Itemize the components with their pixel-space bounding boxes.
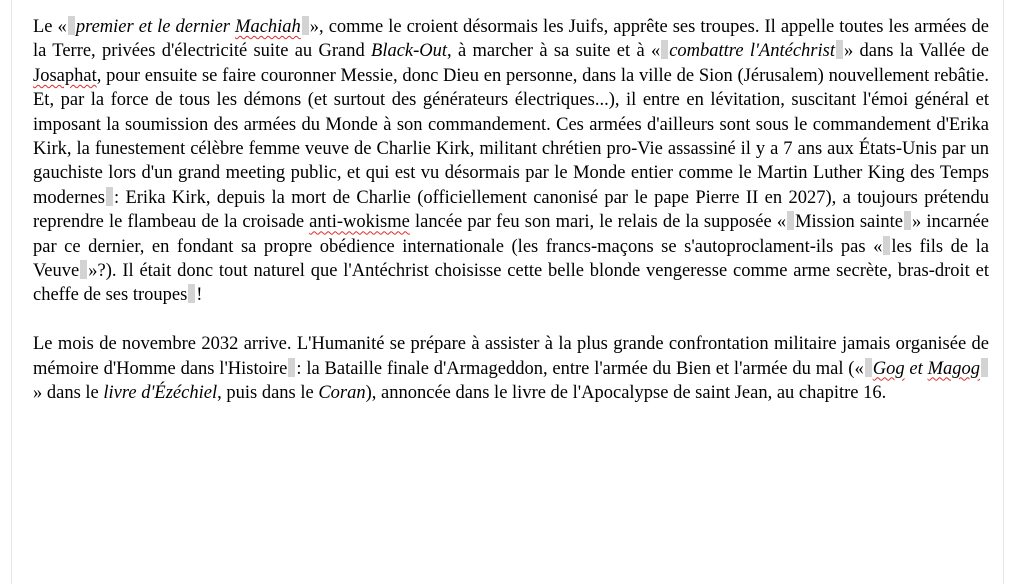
spelling-error-text[interactable]: Gog [872, 358, 905, 379]
text-run: lancée par feu son mari, le relais de la supposée « [409, 212, 787, 233]
right-margin-guide [1003, 0, 1004, 584]
nbsp-mark [661, 40, 668, 59]
nbsp-mark [288, 358, 295, 377]
nbsp-mark [836, 40, 843, 59]
text-run: Coran [318, 383, 366, 404]
text-run: Mission sainte [795, 212, 903, 233]
text-run: Le « [33, 17, 67, 37]
text-run: les fils de la Veuve [33, 236, 989, 282]
nbsp-mark [904, 211, 911, 230]
paragraph-2[interactable] [33, 332, 989, 405]
text-run: Le mois de novembre 2032 arrive. L'Humanité se prépare à assister à la plus grande confrontation militaire jamais organisée de mémoire d'Homme dans l'Histoire [33, 334, 989, 379]
spelling-error-text[interactable]: Magog [927, 358, 980, 379]
text-run: : la Bataille finale d'Armageddon, entre l'armée du Bien et l'armée du mal (« [296, 358, 864, 379]
text-run: livre d'Ézéchiel [103, 383, 218, 404]
nbsp-mark [80, 260, 87, 279]
text-run: » dans la Vallée de [843, 41, 990, 62]
text-run: », comme le croient désormais les Juifs, apprête ses troupes. Il appelle toutes les armées de la Terre, privées d'électricité suite au Grand [33, 17, 990, 62]
left-margin-guide [11, 0, 12, 584]
nbsp-mark [68, 16, 75, 35]
text-run: » incarnée par ce dernier, en fondant sa propre obédience internationale (les francs-maçons se s'autoproclament-ils pas « [33, 212, 989, 257]
spelling-error-text[interactable]: Josaphat [33, 65, 97, 86]
text-run: premier et le dernier [75, 17, 236, 37]
nbsp-mark [883, 236, 890, 255]
document-body[interactable] [33, 15, 989, 405]
text-run: » dans le [33, 383, 104, 404]
text-run: : Erika Kirk, depuis la mort de Charlie (officiellement canonisé par le pape Pierre II en 2027), a toujours prétendu reprendre le flambeau de la croisade [33, 187, 989, 233]
text-run: ! [196, 285, 203, 306]
nbsp-mark [302, 16, 309, 35]
spelling-error-text[interactable]: anti-wokisme [309, 212, 410, 233]
nbsp-mark [981, 358, 988, 377]
nbsp-mark [787, 211, 794, 230]
text-run: , pour ensuite se faire couronner Messie, donc Dieu en personne, dans la ville de Sion (Jérusalem) nouvellement rebâtie. Et, par la force de tous les démons (et surtout des générateurs électriques...), il entre en lévitation, suscitant l'émoi général et imposant la soumission des armées du Monde à son commandement. Ces armées d'ailleurs sont sous le commandement d'Erika Kirk, la funestement célèbre femme veuve de Charlie Kirk, militant chrétien pro-Vie assassiné il y a 7 ans aux États-Unis par un gauchiste lors d'un grand meeting public, et qui est vu désormais par le Monde entier comme le Martin Luther King des Temps modernes [33, 65, 989, 208]
nbsp-mark [188, 284, 195, 303]
nbsp-mark [106, 187, 113, 206]
text-run: combattre l'Antéchrist [669, 41, 835, 62]
text-run: et [904, 358, 928, 379]
spelling-error-text[interactable]: Machiah [235, 17, 301, 37]
text-run: , à marcher à sa suite et à « [447, 41, 661, 62]
text-run: Black-Out [371, 41, 448, 62]
text-run: , puis dans le [217, 383, 319, 404]
paragraph-1[interactable] [33, 15, 989, 308]
nbsp-mark [865, 358, 872, 377]
text-run: »?). Il était donc tout naturel que l'Antéchrist choisisse cette belle blonde vengeresse comme arme secrète, bras-droit et cheffe de ses troupes [33, 261, 989, 306]
text-run: ), annoncée dans le livre de l'Apocalypse de saint Jean, au chapitre 16. [365, 383, 887, 404]
